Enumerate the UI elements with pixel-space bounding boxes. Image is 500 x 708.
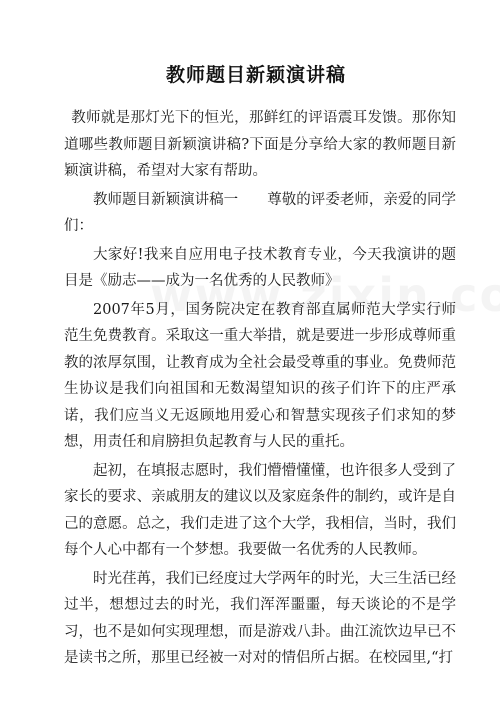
paragraph-greeting: 教师题目新颖演讲稿一 尊敬的评委老师，亲爱的同学们： (64, 191, 456, 234)
paragraph-policy: 2007年5月，国务院决定在教育部直属师范大学实行师范生免费教育。采取这一重大举措，就是要进一步形成尊师重教的浓厚氛围，让教育成为全社会最受尊重的事业。免费师范生协议是我们向祖国和无数渴望知识的孩子们许下的庄严承诺，我们应当义无返顾地用爱心和智慧实现孩子们求知的梦想，用责任和肩膀担负起教育与人民的重托。 (64, 301, 456, 450)
paragraph-beginning: 起初，在填报志愿时，我们懵懵懂懂，也许很多人受到了家长的要求、亲戚朋友的建议以及家庭条件的制约，或许是自己的意愿。总之，我们走进了这个大学，我相信，当时，我们每个人心中都有一个梦想。我要做一名优秀的人民教师。 (64, 462, 456, 558)
paragraph-time: 时光荏苒，我们已经度过大学两年的时光，大三生活已经过半，想想过去的时光，我们浑浑噩噩，每天谈论的不是学习，也不是如何实现理想，而是游戏八卦。曲江流饮边早已不是读书之所，那里已经被一对对的情侣所占据。在校园里,“打 (64, 570, 456, 666)
document-title: 教师题目新颖演讲稿 (165, 64, 346, 86)
paragraph-intro: 教师就是那灯光下的恒光，那鲜红的评语震耳发馈。那你知道哪些教师题目新颖演讲稿?下面是分享给大家的教师题目新颖演讲稿，希望对大家有帮助。 (64, 110, 456, 179)
paragraph-topic: 大家好!我来自应用电子技术教育专业，今天我演讲的题目是《励志——成为一名优秀的人民教师》 (64, 246, 456, 289)
